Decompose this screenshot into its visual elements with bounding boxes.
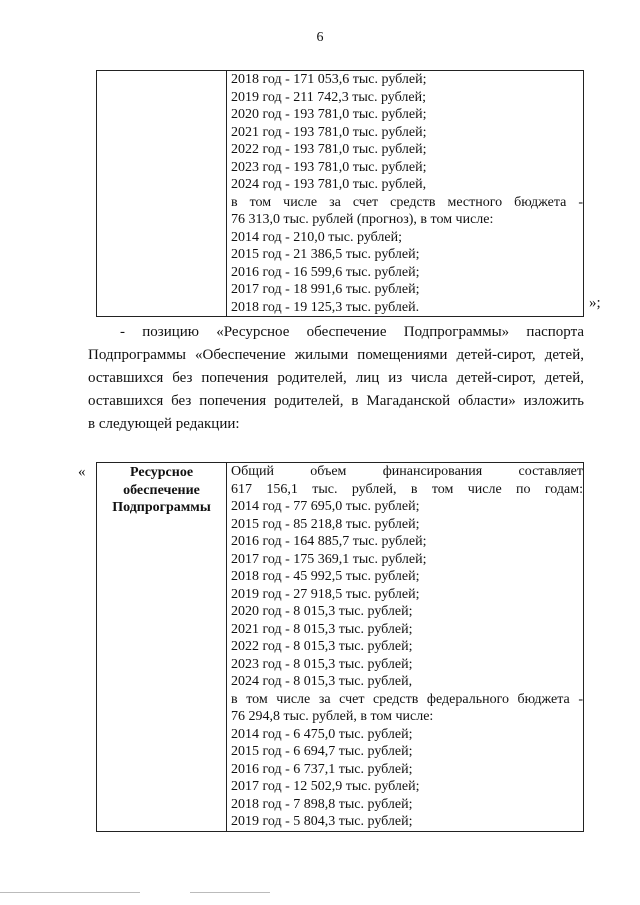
funding-line: 2016 год - 16 599,6 тыс. рублей; [231, 264, 420, 280]
funding-line: 2016 год - 164 885,7 тыс. рублей; [231, 534, 427, 549]
funding-line: Общий объем финансирования составляет [231, 464, 583, 479]
funding-line: 2014 год - 210,0 тыс. рублей; [231, 229, 403, 245]
scan-edge-rule [0, 892, 140, 893]
funding-line: 2014 год - 77 695,0 тыс. рублей; [231, 499, 420, 514]
row-header-line: Подпрограммы [112, 500, 211, 515]
funding-line: 2015 год - 21 386,5 тыс. рублей; [231, 247, 420, 262]
funding-line: 617 156,1 тыс. рублей, в том числе по годам: [231, 481, 583, 497]
row-header-line: Ресурсное [129, 465, 194, 480]
funding-line: 2018 год - 19 125,3 тыс. рублей. [231, 299, 420, 315]
funding-line: 2017 год - 18 991,6 тыс. рублей; [231, 282, 420, 297]
funding-line: 2019 год - 211 742,3 тыс. рублей; [231, 89, 426, 105]
funding-line: 2015 год - 6 694,7 тыс. рублей; [231, 744, 413, 759]
paragraph-line: - позицию «Ресурсное обеспечение Подпрограммы» паспорта [120, 324, 584, 340]
funding-line: 2017 год - 12 502,9 тыс. рублей; [231, 779, 420, 794]
row-header-line: обеспечение [123, 482, 200, 498]
paragraph-line: оставшихся без попечения родителей, лиц из числа детей-сирот, детей, [88, 370, 584, 386]
table-value-cell [227, 71, 584, 317]
funding-line: 2024 год - 193 781,0 тыс. рублей, [231, 177, 427, 192]
closing-quote: »; [589, 295, 601, 311]
funding-line: 2016 год - 6 737,1 тыс. рублей; [231, 761, 413, 777]
funding-line: в том числе за счет средств местного бюджета - [231, 194, 583, 210]
funding-line: 2022 год - 193 781,0 тыс. рублей; [231, 142, 427, 157]
funding-line: 2021 год - 8 015,3 тыс. рублей; [231, 621, 413, 637]
paragraph-line: Подпрограммы «Обеспечение жилыми помещениями детей-сирот, детей, [88, 347, 584, 363]
funding-line: 2015 год - 85 218,8 тыс. рублей; [231, 516, 420, 532]
funding-line: 76 294,8 тыс. рублей, в том числе: [231, 709, 434, 724]
funding-line: 2018 год - 7 898,8 тыс. рублей; [231, 796, 413, 812]
funding-line: 2023 год - 8 015,3 тыс. рублей; [231, 656, 413, 672]
funding-line: 2020 год - 193 781,0 тыс. рублей; [231, 107, 427, 122]
funding-line: 2017 год - 175 369,1 тыс. рублей; [231, 551, 427, 567]
funding-line: в том числе за счет средств федерального бюджета - [231, 691, 583, 707]
funding-line: 2014 год - 6 475,0 тыс. рублей; [231, 726, 413, 742]
funding-line: 2019 год - 27 918,5 тыс. рублей; [231, 586, 420, 602]
funding-line: 2022 год - 8 015,3 тыс. рублей; [231, 639, 413, 654]
funding-line: 2023 год - 193 781,0 тыс. рублей; [231, 159, 427, 175]
funding-line: 2021 год - 193 781,0 тыс. рублей; [231, 124, 427, 140]
funding-line: 2018 год - 171 053,6 тыс. рублей; [231, 72, 427, 87]
amendment-paragraph [88, 321, 584, 436]
resource-provision-table [96, 462, 584, 832]
paragraph-line: в следующей редакции: [88, 416, 240, 432]
paragraph-line: оставшихся без попечения родителей, в Магаданской области» изложить [88, 393, 584, 409]
funding-line: 2019 год - 5 804,3 тыс. рублей; [231, 814, 413, 829]
funding-line: 2018 год - 45 992,5 тыс. рублей; [231, 569, 420, 584]
opening-quote: « [78, 464, 86, 480]
row-header-cell [97, 463, 227, 832]
page-number: 6 [316, 30, 324, 45]
table-label-cell-empty [97, 71, 227, 317]
funding-line: 76 313,0 тыс. рублей (прогноз), в том числе: [231, 212, 494, 227]
funding-table-continued [96, 70, 584, 317]
table-value-cell [227, 463, 584, 832]
scan-edge-rule [190, 892, 270, 893]
funding-line: 2024 год - 8 015,3 тыс. рублей, [231, 674, 413, 689]
funding-line: 2020 год - 8 015,3 тыс. рублей; [231, 604, 413, 619]
